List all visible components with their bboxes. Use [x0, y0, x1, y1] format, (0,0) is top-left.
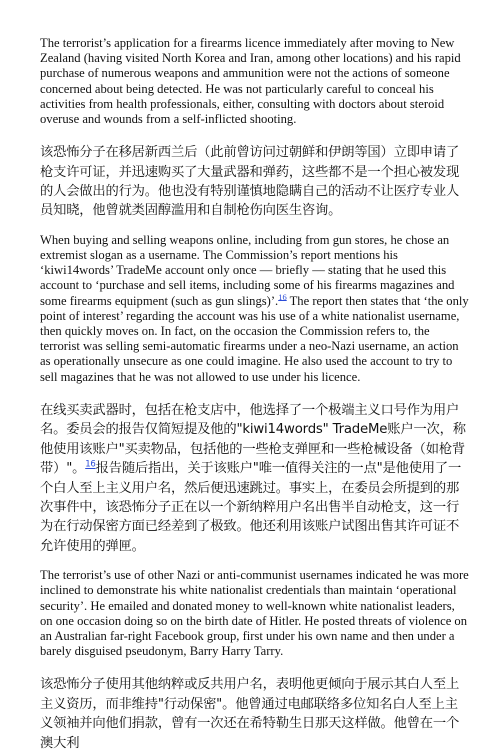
paragraph-english-2-text-b: The report then states that ‘the only point of interest’ regarding the account was his use of a white nationalist username, then quickly moves on. In fact, on the occasion the Commission refers to, the terrorist was selling semi-automatic firearms under a neo-Nazi username, an action as operationally unsecure as one could imagine. He also used the account to try to sell magazines that he was not allowed to use under his licence.: [40, 293, 469, 384]
footnote-link-16-zh[interactable]: 16: [85, 459, 96, 470]
paragraph-chinese-2-text-b: 报告随后指出，关于该账户"唯一值得关注的一点"是他使用了一个白人至上主义用户名，然后便迅速跳过。事实上，在委员会所提到的那次事件中，该恐怖分子正在以一个新纳粹用户名出售半自动枪支，这一行为在行动保密方面已经差到了极致。他还利用该账户试图出售其许可证不允许使用的弹匣。: [40, 461, 462, 554]
paragraph-chinese-1: 该恐怖分子在移居新西兰后（此前曾访问过朝鲜和伊朗等国）立即申请了枪支许可证，并迅速购买了大量武器和弹药，这些都不是一个担心被发现的人会做出的行为。他也没有特别谨慎地隐瞒自己的活动不让医疗专业人员知晓，他曾就类固醇滥用和自制枪伤向医生咨询。: [40, 145, 460, 219]
paragraph-english-2-text-a: When buying and selling weapons online, including from gun stores, he chose an extremist slogan as a username. The Commission’s report mentions his ‘kiwi14words’ TradeMe account only once — briefly — stating that he used this account to ‘purchase and sell items, including some of his firearms magazines and some firearms equipment (such as gun slings)’.: [40, 232, 455, 308]
paragraph-english-3: The terrorist’s use of other Nazi or anti-communist usernames indicated he was more inclined to demonstrate his white nationalist credentials than maintain ‘operational security’. He emailed and donated money to well-known white nationalist leaders, on one occasion doing so on the birth date of Hitler. He posted threats of violence on an Australian far-right Facebook group, first under his own name and then under a barely disguised pseudonym, Barry Harry Tarry.: [40, 568, 469, 659]
paragraph-chinese-2: [40, 401, 470, 556]
paragraph-english-1: The terrorist’s application for a firearms licence immediately after moving to New Zealand (having visited North Korea and Iran, among other locations) and his rapid purchase of numerous weapons and ammunition were not the actions of someone concerned about being detected. He was not particularly careful to conceal his activities from health professionals, either, consulting with doctors about steroid overuse and wounds from a self-inflicted shooting.: [40, 36, 461, 127]
paragraph-chinese-3: 该恐怖分子使用其他纳粹或反共用户名，表明他更倾向于展示其白人至上主义资历，而非维持"行动保密"。他曾通过电邮联络多位知名白人至上主义领袖并向他们捐款，曾有一次还在希特勒生日那天这样做。他曾在一个澳大利: [40, 677, 460, 751]
paragraph-chinese-2-text-a: 在线买卖武器时，包括在枪支店中，他选择了一个极端主义口号作为用户名。委员会的报告仅简短提及他的"kiwi14words" TradeMe账户一次，称他使用该账户"买卖物品，包括他的一些枪支弹匣和一些枪械设备（如枪背带）"。: [40, 402, 466, 477]
footnote-link-16[interactable]: 16: [278, 291, 287, 302]
paragraph-english-2: [40, 233, 470, 385]
